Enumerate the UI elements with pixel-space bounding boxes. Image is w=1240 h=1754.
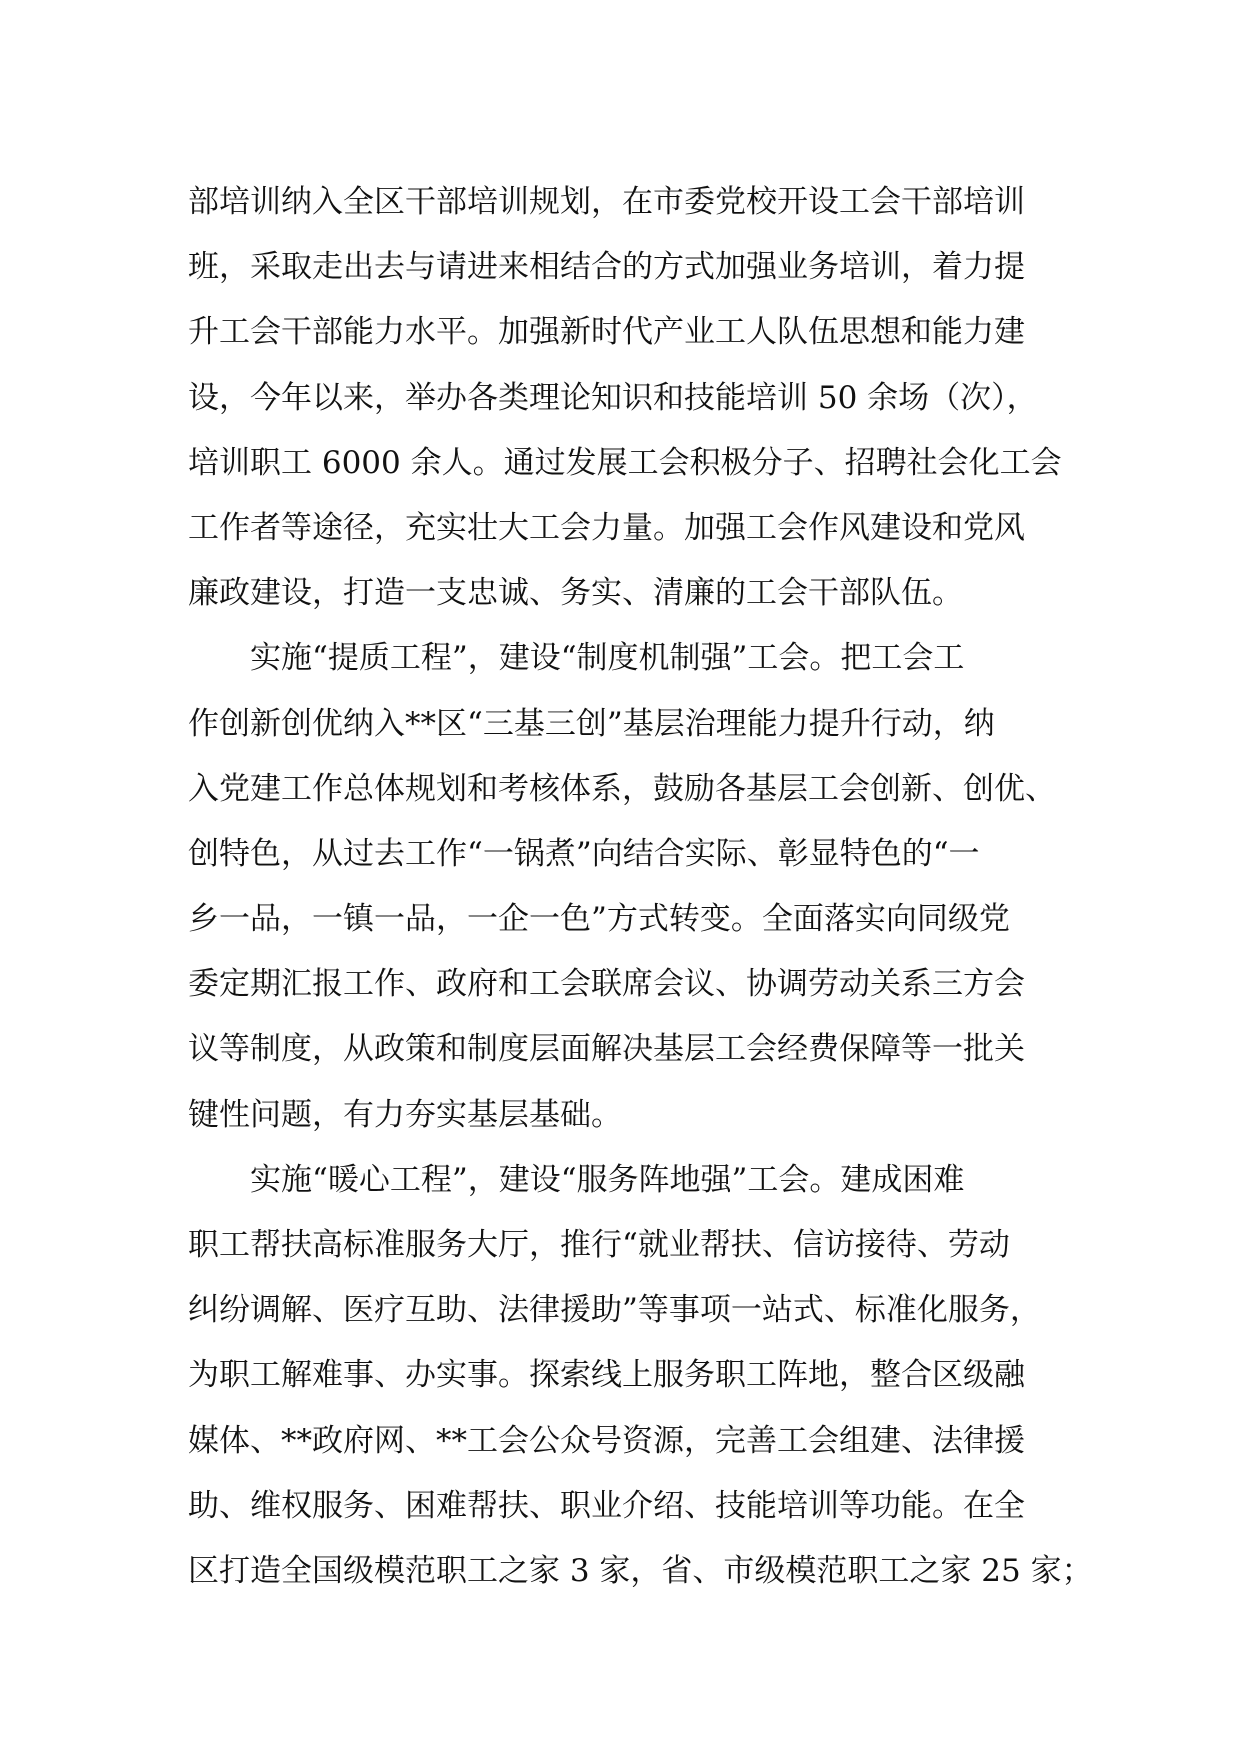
text-line: 媒体、**政府网、**工会公众号资源，完善工会组建、法律援 — [188, 1422, 1025, 1459]
paragraph-start-line: 实施“提质工程”，建设“制度机制强”工会。把工会工 — [250, 640, 965, 677]
text-line: 入党建工作总体规划和考核体系，鼓励各基层工会创新、创优、 — [188, 770, 1056, 807]
text-line: 创特色，从过去工作“一锅煮”向结合实际、彰显特色的“一 — [188, 835, 980, 872]
text-line: 职工帮扶高标准服务大厅，推行“就业帮扶、信访接待、劳动 — [188, 1227, 1010, 1263]
text-line: 区打造全国级模范职工之家 3 家，省、市级模范职工之家 25 家； — [188, 1552, 1093, 1589]
text-line: 助、维权服务、困难帮扶、职业介绍、技能培训等功能。在全 — [188, 1487, 1025, 1524]
text-line: 委定期汇报工作、政府和工会联席会议、协调劳动关系三方会 — [188, 966, 1025, 1003]
paragraph-start-line: 实施“暖心工程”，建设“服务阵地强”工会。建成困难 — [250, 1161, 965, 1198]
text-line: 键性问题，有力夯实基层基础。 — [188, 1096, 622, 1133]
text-line: 议等制度，从政策和制度层面解决基层工会经费保障等一批关 — [188, 1031, 1025, 1068]
text-line: 乡一品，一镇一品，一企一色”方式转变。全面落实向同级党 — [188, 901, 1010, 938]
text-line: 工作者等途径，充实壮大工会力量。加强工会作风建设和党风 — [188, 509, 1025, 546]
text-line: 班，采取走出去与请进来相结合的方式加强业务培训，着力提 — [188, 249, 1025, 286]
text-line: 纠纷调解、医疗互助、法律援助”等事项一站式、标准化服务， — [188, 1292, 1041, 1329]
text-line: 为职工解难事、办实事。探索线上服务职工阵地，整合区级融 — [188, 1357, 1025, 1394]
text-line: 作创新创优纳入**区“三基三创”基层治理能力提升行动，纳 — [188, 705, 995, 742]
text-line: 设，今年以来，举办各类理论知识和技能培训 50 余场（次）， — [188, 379, 1038, 416]
text-line: 培训职工 6000 余人。通过发展工会积极分子、招聘社会化工会 — [188, 444, 1062, 481]
text-line: 廉政建设，打造一支忠诚、务实、清廉的工会干部队伍。 — [188, 575, 963, 612]
text-line: 部培训纳入全区干部培训规划，在市委党校开设工会干部培训 — [188, 184, 1025, 220]
text-line: 升工会干部能力水平。加强新时代产业工人队伍思想和能力建 — [188, 314, 1025, 351]
body-text — [188, 170, 1093, 1604]
